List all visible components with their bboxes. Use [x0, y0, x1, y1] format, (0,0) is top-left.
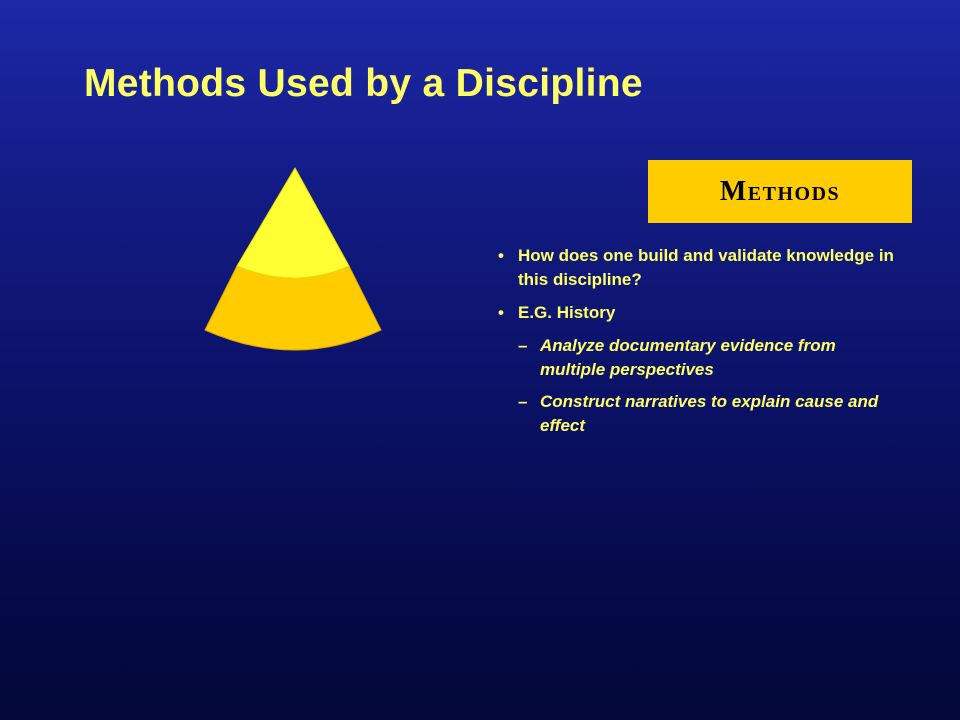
sub-bullet-text: Analyze documentary evidence from multiple perspectives	[540, 336, 836, 379]
sub-bullet-item	[498, 334, 898, 382]
dash-icon: –	[518, 392, 528, 411]
pyramid-bottom-segment	[205, 266, 381, 350]
content-list	[498, 244, 898, 446]
bullet-dot-icon: •	[498, 246, 504, 265]
sub-bullet-item	[498, 390, 898, 438]
dash-icon: –	[518, 336, 528, 355]
bullet-text: How does one build and validate knowledge in this discipline?	[518, 246, 894, 289]
methods-label: Methods	[719, 175, 841, 207]
methods-label-box	[648, 160, 912, 223]
bullet-item	[498, 301, 898, 325]
bullet-item	[498, 244, 898, 292]
bullet-dot-icon: •	[498, 303, 504, 322]
bullet-text: E.G. History	[518, 303, 616, 322]
pyramid-diagram	[200, 160, 390, 360]
sub-bullet-text: Construct narratives to explain cause and effect	[540, 392, 879, 435]
slide-title: Methods Used by a Discipline	[84, 62, 643, 105]
pyramid-top-segment	[237, 168, 349, 278]
